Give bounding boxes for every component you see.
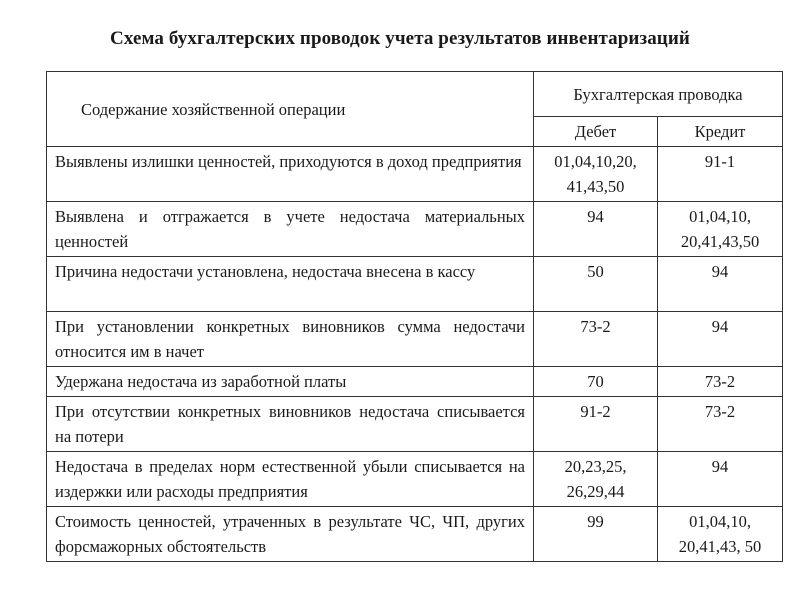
operation-cell: При отсутствии конкретных виновников недостача списывается на потери [47, 397, 534, 452]
table-row [47, 507, 783, 562]
operation-cell: Выявлена и отгражается в учете недостача материальных ценностей [47, 202, 534, 257]
credit-cell: 73-2 [658, 367, 783, 397]
table-row [47, 367, 783, 397]
operation-cell: Удержана недостача из заработной платы [47, 367, 534, 397]
debit-cell: 70 [534, 367, 658, 397]
header-posting: Бухгалтерская проводка [534, 72, 783, 117]
operation-cell: Выявлены излишки ценностей, приходуются в доход предприятия [47, 147, 534, 202]
operation-cell: Недостача в пределах норм естественной убыли списывается на издержки или расходы предприятия [47, 452, 534, 507]
table-row [47, 202, 783, 257]
header-operation: Содержание хозяйственной операции [47, 72, 534, 147]
operation-cell: При установлении конкретных виновников сумма недостачи относится им в начет [47, 312, 534, 367]
credit-cell: 94 [658, 257, 783, 312]
postings-table [46, 71, 783, 562]
table-row [47, 147, 783, 202]
credit-cell: 91-1 [658, 147, 783, 202]
table-row [47, 452, 783, 507]
page-title: Схема бухгалтерских проводок учета результатов инвентаризаций [110, 28, 690, 49]
table-row [47, 312, 783, 367]
debit-cell: 91-2 [534, 397, 658, 452]
header-debit: Дебет [534, 117, 658, 147]
debit-cell: 01,04,10,20, 41,43,50 [534, 147, 658, 202]
credit-cell: 01,04,10, 20,41,43, 50 [658, 507, 783, 562]
credit-cell: 01,04,10, 20,41,43,50 [658, 202, 783, 257]
credit-cell: 94 [658, 452, 783, 507]
operation-cell: Стоимость ценностей, утраченных в результате ЧС, ЧП, других форсмажорных обстоятельств [47, 507, 534, 562]
debit-cell: 94 [534, 202, 658, 257]
debit-cell: 50 [534, 257, 658, 312]
debit-cell: 20,23,25, 26,29,44 [534, 452, 658, 507]
table-row [47, 397, 783, 452]
credit-cell: 94 [658, 312, 783, 367]
debit-cell: 73-2 [534, 312, 658, 367]
header-credit: Кредит [658, 117, 783, 147]
table-row [47, 257, 783, 312]
credit-cell: 73-2 [658, 397, 783, 452]
debit-cell: 99 [534, 507, 658, 562]
operation-cell: Причина недостачи установлена, недостача внесена в кассу [47, 257, 534, 312]
